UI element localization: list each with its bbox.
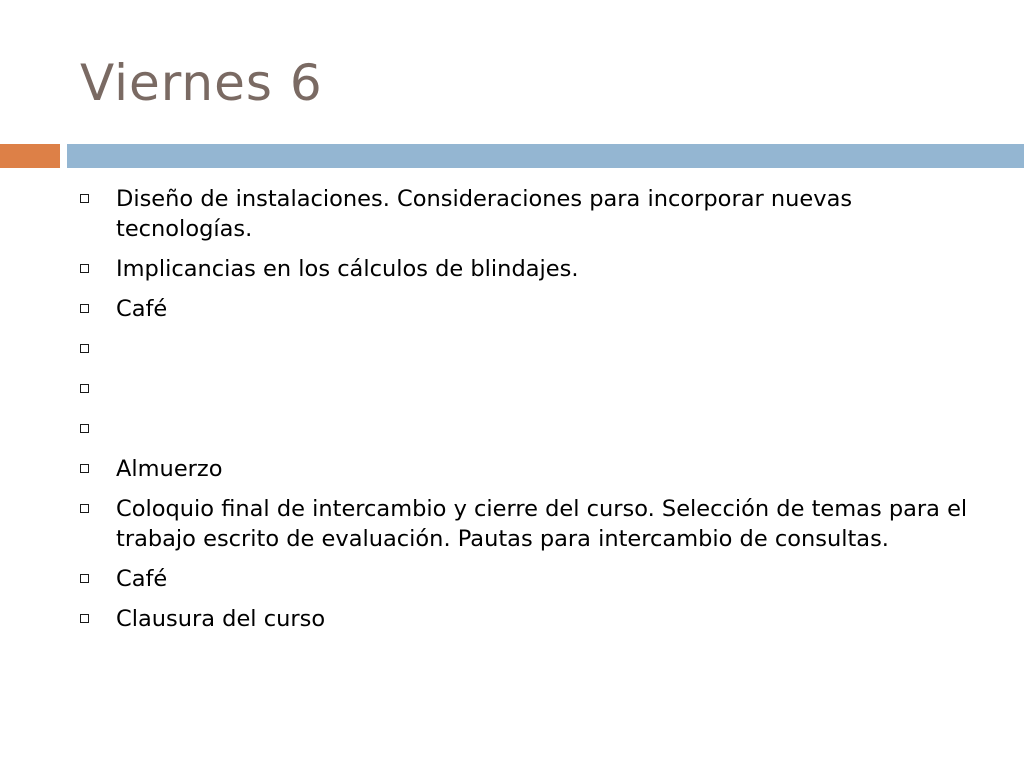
bullet-text: Coloquio final de intercambio y cierre del curso. Selección de temas para el trabajo escrito de evaluación. Pautas para intercambio de consultas.: [116, 496, 968, 552]
bullet-item: [80, 564, 980, 594]
bullet-text: Café: [116, 566, 168, 592]
hollow-square-icon: [80, 304, 89, 313]
hollow-square-icon: [80, 194, 89, 203]
bullet-item: [80, 374, 980, 404]
hollow-square-icon: [80, 384, 89, 393]
bullet-item: [80, 414, 980, 444]
hollow-square-icon: [80, 504, 89, 513]
bullet-list: [80, 184, 980, 644]
bullet-text: Café: [116, 296, 168, 322]
bullet-text: Clausura del curso: [116, 606, 326, 632]
bullet-item: [80, 184, 980, 244]
hollow-square-icon: [80, 574, 89, 583]
hollow-square-icon: [80, 464, 89, 473]
slide-title: Viernes 6: [80, 54, 323, 112]
bullet-item: [80, 604, 980, 634]
bullet-item: [80, 334, 980, 364]
bullet-item: [80, 454, 980, 484]
bullet-text: Diseño de instalaciones. Consideraciones para incorporar nuevas tecnologías.: [116, 186, 853, 242]
hollow-square-icon: [80, 424, 89, 433]
bullet-text: Almuerzo: [116, 456, 223, 482]
title-underline-bar: [67, 144, 1024, 168]
bullet-text: Implicancias en los cálculos de blindajes.: [116, 256, 579, 282]
accent-bar: [0, 144, 60, 168]
hollow-square-icon: [80, 614, 89, 623]
bullet-item: [80, 254, 980, 284]
bullet-item: [80, 494, 980, 554]
hollow-square-icon: [80, 344, 89, 353]
bullet-item: [80, 294, 980, 324]
hollow-square-icon: [80, 264, 89, 273]
